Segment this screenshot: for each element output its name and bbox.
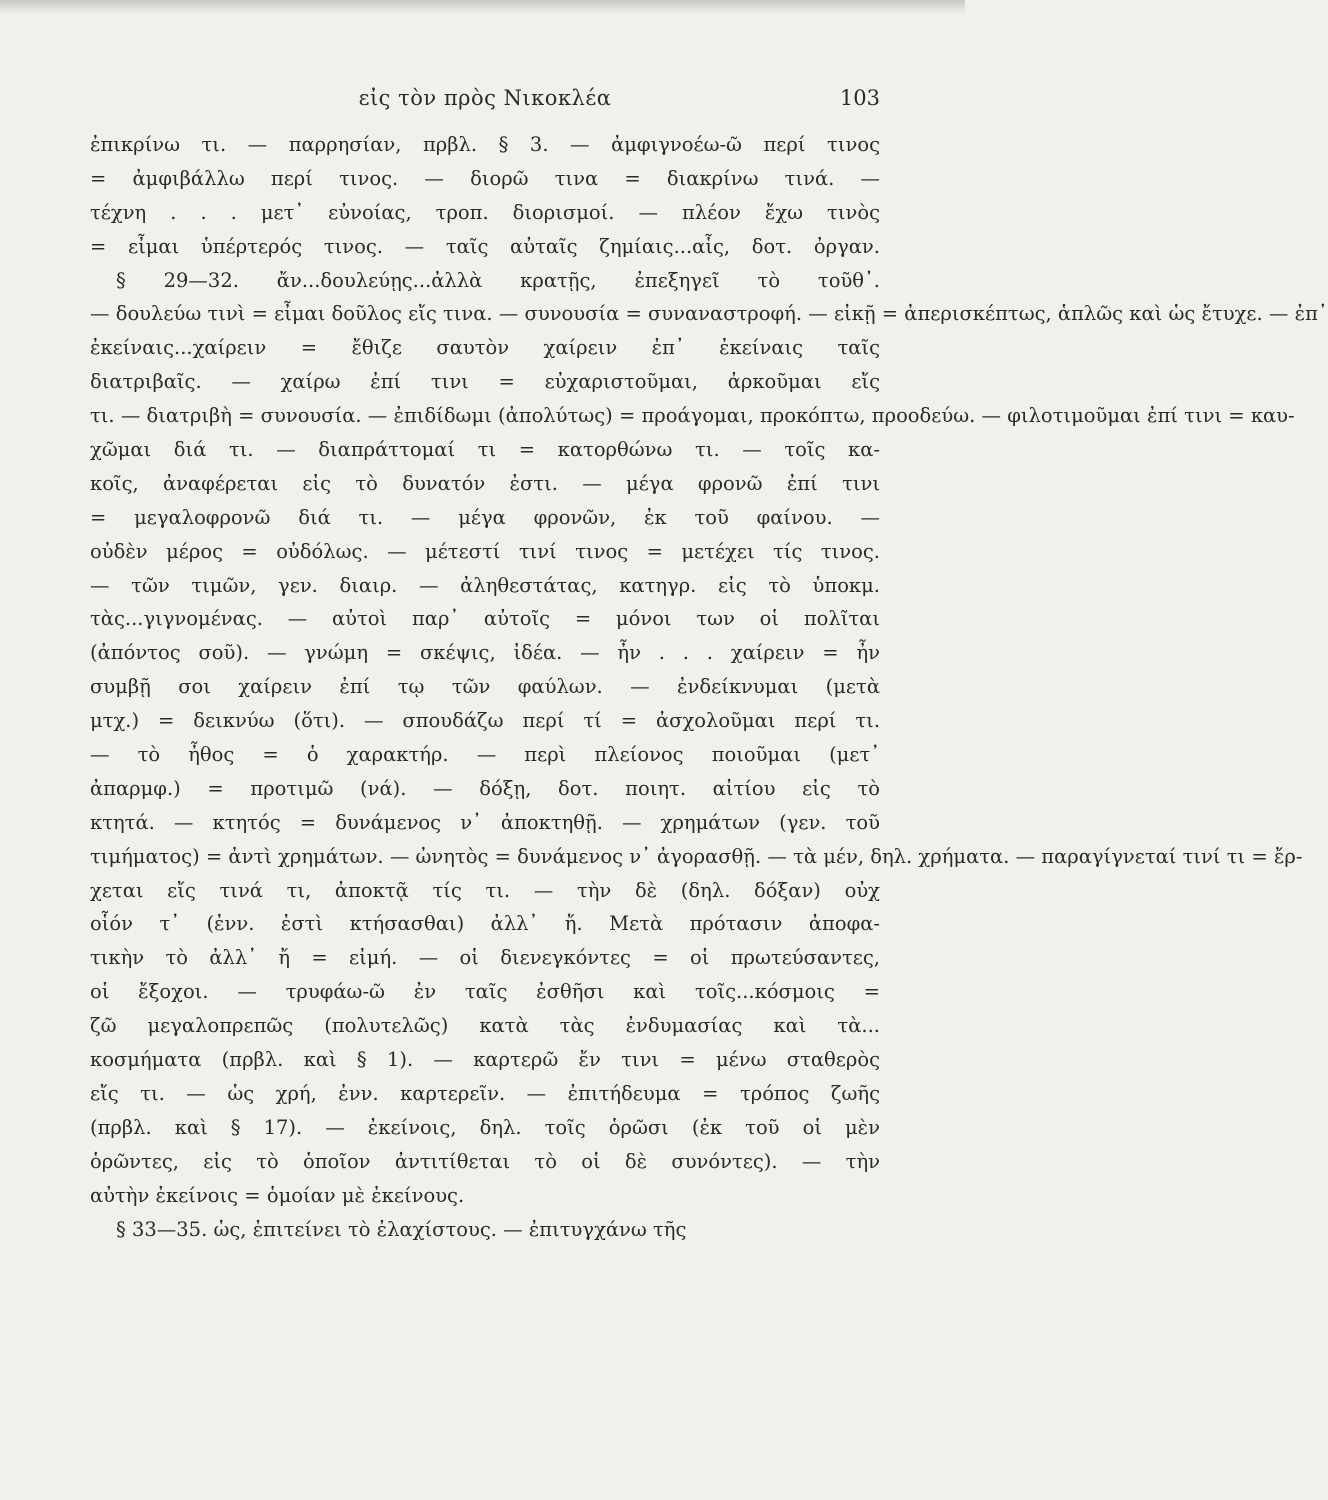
text-line: ἀπαρμφ.) = προτιμῶ (νά). — δόξῃ, δοτ. ποιητ. αἰτίου εἰς τὸ	[90, 776, 880, 800]
text-line: οἷόν τ᾽ (ἐνν. ἐστὶ κτήσασθαι) ἀλλ᾽ ἤ. Μετὰ πρότασιν ἀποφα-	[90, 912, 880, 936]
text-line: (πρβλ. καὶ § 17). — ἐκείνοις, δηλ. τοῖς ὁρῶσι (ἐκ τοῦ οἱ μὲν	[90, 1115, 880, 1139]
text-line: κοσμήματα (πρβλ. καὶ § 1). — καρτερῶ ἔν τινι = μένω σταθερὸς	[90, 1048, 880, 1072]
text-line: (ἀπόντος σοῦ). — γνώμη = σκέψις, ἰδέα. — ἦν . . . χαίρειν = ἦν	[90, 641, 880, 665]
text-line: — τὸ ἦθος = ὁ χαρακτήρ. — περὶ πλείονος ποιοῦμαι (μετ᾽	[90, 743, 880, 767]
text-line: = ἀμφιβάλλω περί τινος. — διορῶ τινα = διακρίνω τινά. —	[90, 166, 880, 190]
text-line: κοῖς, ἀναφέρεται εἰς τὸ δυνατόν ἐστι. — μέγα φρονῶ ἐπί τινι	[90, 471, 880, 495]
text-line: — τῶν τιμῶν, γεν. διαιρ. — ἀληθεστάτας, κατηγρ. εἰς τὸ ὑποκμ.	[90, 573, 880, 597]
text-line: ἐκείναις...χαίρειν = ἔθιζε σαυτὸν χαίρειν ἐπ᾽ ἐκείναις ταῖς	[90, 336, 880, 360]
running-title: εἰς τὸν πρὸς Νικοκλέα	[358, 86, 612, 110]
text-line: τικὴν τὸ ἀλλ᾽ ἤ = εἰμή. — οἱ διενεγκόντες = οἱ πρωτεύσαντες,	[90, 946, 880, 970]
text-line: ὁρῶντες, εἰς τὸ ὁποῖον ἀντιτίθεται τὸ οἱ δὲ συνόντες). — τὴν	[90, 1149, 880, 1173]
text-line: ἐπικρίνω τι. — παρρησίαν, πρβλ. § 3. — ἀμφιγνοέω-ῶ περί τινος	[90, 133, 880, 156]
text-line: τέχνη . . . μετ᾽ εὐνοίας, τροπ. διορισμοί. — πλέον ἔχω τινὸς	[90, 200, 880, 224]
text-line: εἴς τι. — ὡς χρή, ἐνν. καρτερεῖν. — ἐπιτήδευμα = τρόπος ζωῆς	[90, 1081, 880, 1105]
text-line: τιμήματος) = ἀντὶ χρημάτων. — ὠνητὸς = δυνάμενος ν᾽ ἀγορασθῇ. — τὰ μέν, δηλ. χρήματα. — παραγίγνεταί τινί τι = ἔρ-	[90, 844, 1303, 868]
text-line: διατριβαῖς. — χαίρω ἐπί τινι = εὐχαριστοῦμαι, ἀρκοῦμαι εἴς	[90, 370, 880, 394]
text-line: τι. — διατριβὴ = συνουσία. — ἐπιδίδωμι (ἀπολύτως) = προάγομαι, προκόπτω, προοδεύω. — φιλοτιμοῦμαι ἐπί τινι = καυ-	[90, 404, 1295, 428]
commentary-text	[90, 128, 1328, 1246]
text-line: χεται εἴς τινά τι, ἀποκτᾷ τίς τι. — τὴν δὲ (δηλ. δόξαν) οὐχ	[90, 878, 880, 902]
text-line: τὰς...γιγνομένας. — αὐτοὶ παρ᾽ αὐτοῖς = μόνοι των οἱ πολῖται	[90, 607, 880, 631]
text-line: § 29—32. ἄν...δουλεύῃς...ἀλλὰ κρατῇς, ἐπεξηγεῖ τὸ τοῦθ᾽.	[116, 268, 880, 292]
text-line: = μεγαλοφρονῶ διά τι. — μέγα φρονῶν, ἐκ τοῦ φαίνου. —	[90, 505, 880, 529]
text-line: = εἶμαι ὑπέρτερός τινος. — ταῖς αὐταῖς ζημίαις...αἷς, δοτ. ὀργαν.	[90, 234, 880, 258]
text-line: οὐδὲν μέρος = οὐδόλως. — μέτεστί τινί τινος = μετέχει τίς τινος.	[90, 539, 880, 563]
text-line: χῶμαι διά τι. — διαπράττομαί τι = κατορθώνω τι. — τοῖς κα-	[90, 438, 880, 462]
text-line: ζῶ μεγαλοπρεπῶς (πολυτελῶς) κατὰ τὰς ἐνδυμασίας καὶ τὰ...	[90, 1014, 880, 1038]
page-header	[90, 86, 880, 116]
text-line: οἱ ἔξοχοι. — τρυφάω-ῶ ἐν ταῖς ἐσθῆσι καὶ τοῖς...κόσμοις =	[90, 980, 880, 1004]
text-line: — δουλεύω τινὶ = εἶμαι δοῦλος εἴς τινα. — συνουσία = συναναστροφή. — εἰκῇ = ἀπερισκέπτως, ἁπλῶς καὶ ὡς ἔτυχε. — ἐπ᾽	[90, 302, 1328, 326]
text-line: μτχ.) = δεικνύω (ὅτι). — σπουδάζω περί τί = ἀσχολοῦμαι περί τι.	[90, 709, 880, 733]
page-number: 103	[839, 86, 880, 110]
page-edge	[0, 0, 965, 14]
text-line: συμβῇ σοι χαίρειν ἐπί τῳ τῶν φαύλων. — ἐνδείκνυμαι (μετὰ	[90, 675, 880, 699]
text-line: αὐτὴν ἐκείνοις = ὁμοίαν μὲ ἐκείνους.	[90, 1183, 465, 1207]
text-line: § 33—35. ὡς, ἐπιτείνει τὸ ἐλαχίστους. — ἐπιτυγχάνω τῆς	[116, 1217, 687, 1241]
text-line: κτητά. — κτητός = δυνάμενος ν᾽ ἀποκτηθῇ. — χρημάτων (γεν. τοῦ	[90, 810, 880, 834]
